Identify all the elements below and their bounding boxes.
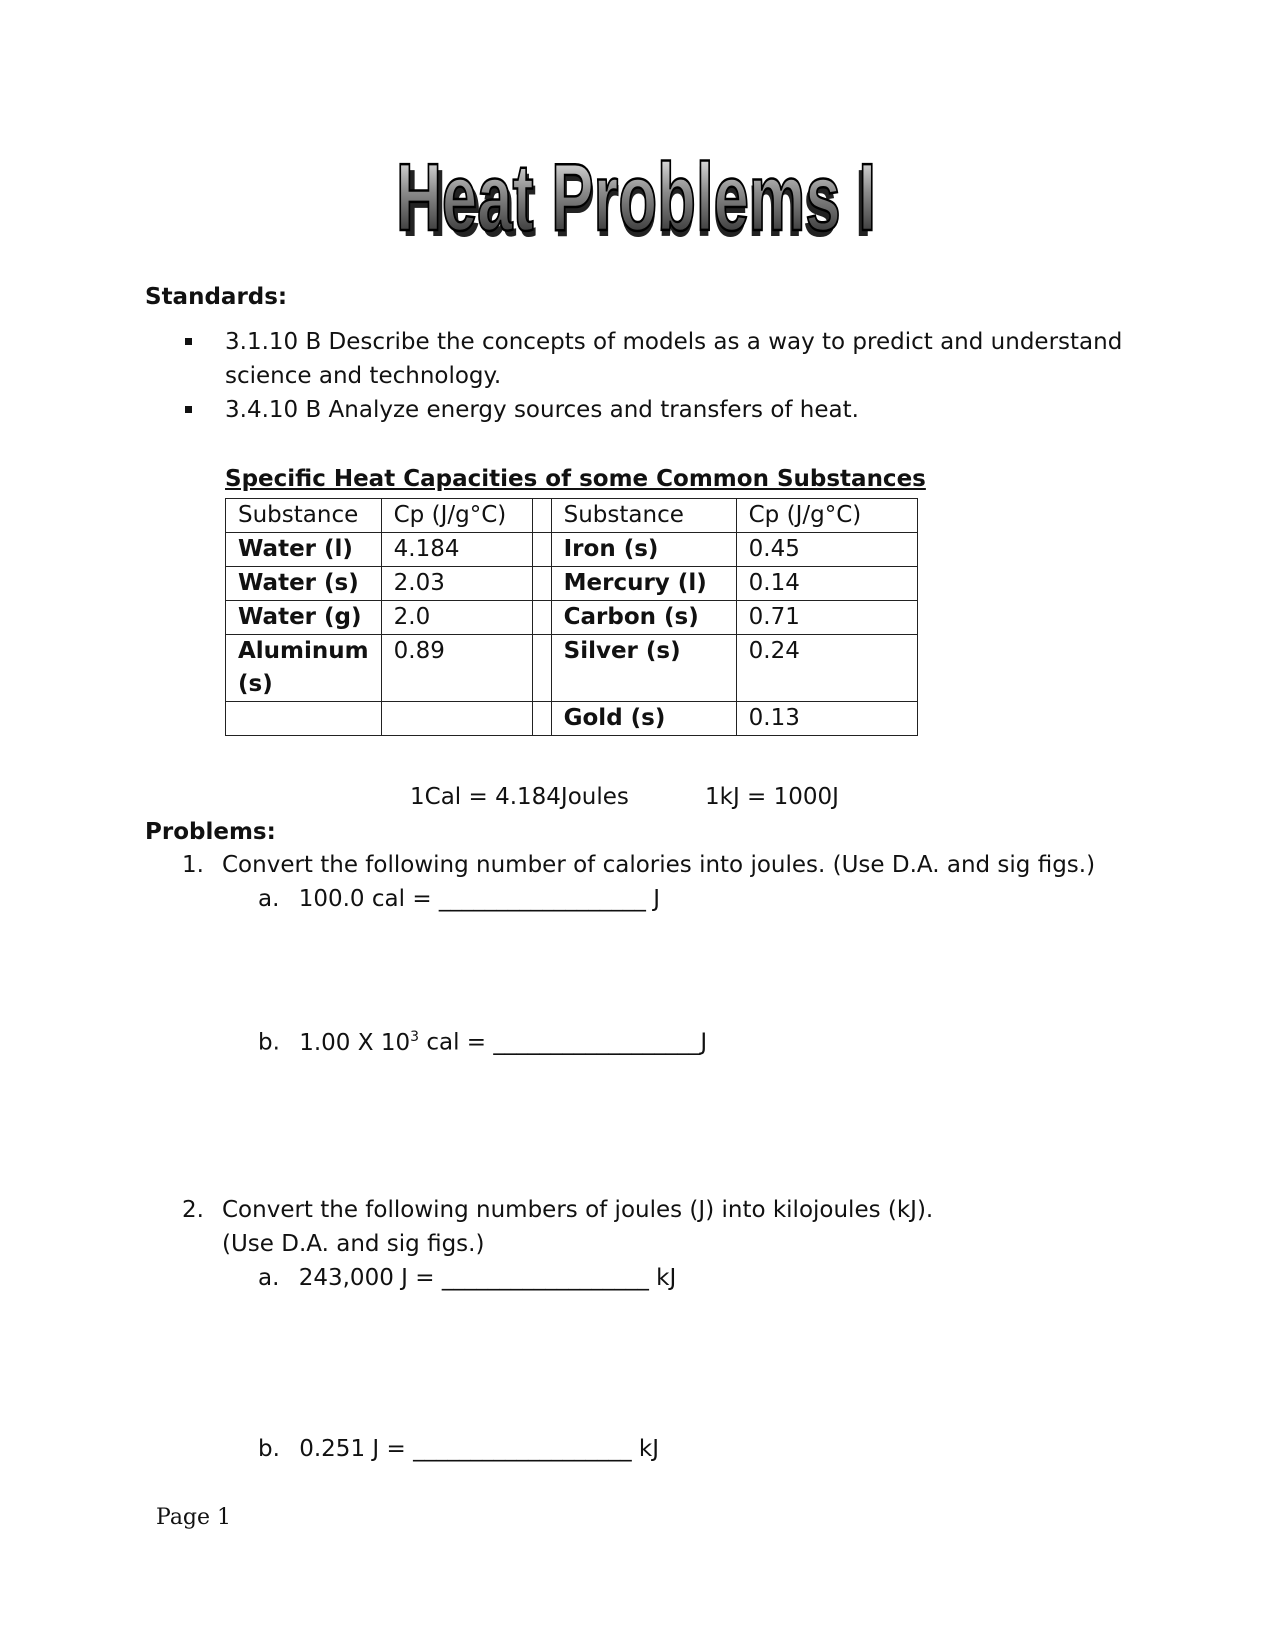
- answer-blank[interactable]: __________________: [441, 1265, 649, 1291]
- table-header-cell: Substance: [551, 499, 736, 533]
- table-row: [226, 702, 918, 736]
- table-header-cell: Cp (J/g°C): [736, 499, 917, 533]
- sub-letter: a.: [258, 886, 280, 912]
- problem-1b: [258, 1020, 707, 1060]
- table-cell: Water (s): [226, 567, 382, 601]
- table-caption: Specific Heat Capacities of some Common Substances: [225, 466, 926, 492]
- table-cell: Iron (s): [551, 533, 736, 567]
- problem-2-text-line2: (Use D.A. and sig figs.): [222, 1231, 485, 1257]
- table-spacer-cell: [532, 567, 551, 601]
- answer-blank[interactable]: __________________: [438, 886, 646, 912]
- table-cell: Water (g): [226, 601, 382, 635]
- table-spacer-cell: [532, 533, 551, 567]
- table-cell: 0.89: [381, 635, 532, 702]
- problem-text: Convert the following numbers of joules (J) into kilojoules (kJ).: [222, 1197, 934, 1223]
- table-row: [226, 601, 918, 635]
- standards-heading: Standards:: [145, 284, 288, 310]
- table-header-row: [226, 499, 918, 533]
- standard-text: 3.1.10 B Describe the concepts of models as a way to predict and understand science and technology.: [225, 329, 1123, 389]
- sub-letter: b.: [258, 1029, 280, 1056]
- answer-unit: J: [700, 1029, 708, 1056]
- problem-1: [182, 848, 1096, 882]
- question-text: 1.00 X 10: [299, 1029, 411, 1056]
- table-cell: Water (l): [226, 533, 382, 567]
- table-row: [226, 567, 918, 601]
- table-header-cell: Substance: [226, 499, 382, 533]
- sub-letter: b.: [258, 1436, 280, 1462]
- standard-item: [180, 393, 1130, 427]
- title-text: Heat Problems I: [395, 144, 876, 251]
- table-row: [226, 533, 918, 567]
- table-cell: 4.184: [381, 533, 532, 567]
- exponent: 3: [410, 1029, 420, 1045]
- table-cell: Carbon (s): [551, 601, 736, 635]
- question-text-rest: cal =: [419, 1029, 487, 1056]
- conversion-cal: 1Cal = 4.184Joules: [410, 784, 629, 810]
- answer-blank[interactable]: __________________: [493, 1029, 701, 1056]
- question-text: 0.251 J =: [299, 1436, 406, 1462]
- table-cell: 2.03: [381, 567, 532, 601]
- table-cell: Gold (s): [551, 702, 736, 736]
- table-cell: Mercury (l): [551, 567, 736, 601]
- answer-unit: J: [653, 886, 661, 912]
- table-cell: [381, 702, 532, 736]
- standard-item: [180, 325, 1130, 393]
- table-row: [226, 635, 918, 702]
- problem-number: 1.: [182, 852, 204, 878]
- problem-2: [182, 1193, 934, 1227]
- square-bullet-icon: [185, 338, 192, 345]
- table-spacer-cell: [532, 499, 551, 533]
- table-cell: 0.14: [736, 567, 917, 601]
- table-spacer-cell: [532, 601, 551, 635]
- table-cell: 0.45: [736, 533, 917, 567]
- table-spacer-cell: [532, 702, 551, 736]
- answer-unit: kJ: [638, 1436, 659, 1462]
- answer-blank[interactable]: ___________________: [413, 1436, 632, 1462]
- problem-2a: [258, 1261, 676, 1295]
- table-spacer-cell: [532, 635, 551, 702]
- table-cell: 0.24: [736, 635, 917, 702]
- table-cell: 0.71: [736, 601, 917, 635]
- question-text: 243,000 J =: [298, 1265, 435, 1291]
- table-cell: Aluminum (s): [226, 635, 382, 702]
- conversion-kj: 1kJ = 1000J: [705, 784, 839, 810]
- standards-list: [180, 325, 1130, 427]
- answer-unit: kJ: [656, 1265, 677, 1291]
- title-wordart: [378, 140, 898, 260]
- page-footer: Page 1: [156, 1505, 232, 1530]
- table-cell: 2.0: [381, 601, 532, 635]
- sub-letter: a.: [258, 1265, 280, 1291]
- problem-text: Convert the following number of calories into joules. (Use D.A. and sig figs.): [222, 852, 1096, 878]
- table-header-cell: Cp (J/g°C): [381, 499, 532, 533]
- table-cell: Silver (s): [551, 635, 736, 702]
- table-cell: 0.13: [736, 702, 917, 736]
- problem-number: 2.: [182, 1197, 204, 1223]
- title-shadow: Heat Problems I: [401, 150, 872, 258]
- standard-text: 3.4.10 B Analyze energy sources and transfers of heat.: [225, 397, 859, 423]
- problem-2b: [258, 1432, 659, 1466]
- problems-heading: Problems:: [145, 819, 276, 845]
- table-cell: [226, 702, 382, 736]
- square-bullet-icon: [185, 406, 192, 413]
- problem-1a: [258, 882, 660, 916]
- page-title: [0, 140, 1275, 260]
- specific-heat-table: [225, 498, 918, 736]
- question-text: 100.0 cal =: [298, 886, 432, 912]
